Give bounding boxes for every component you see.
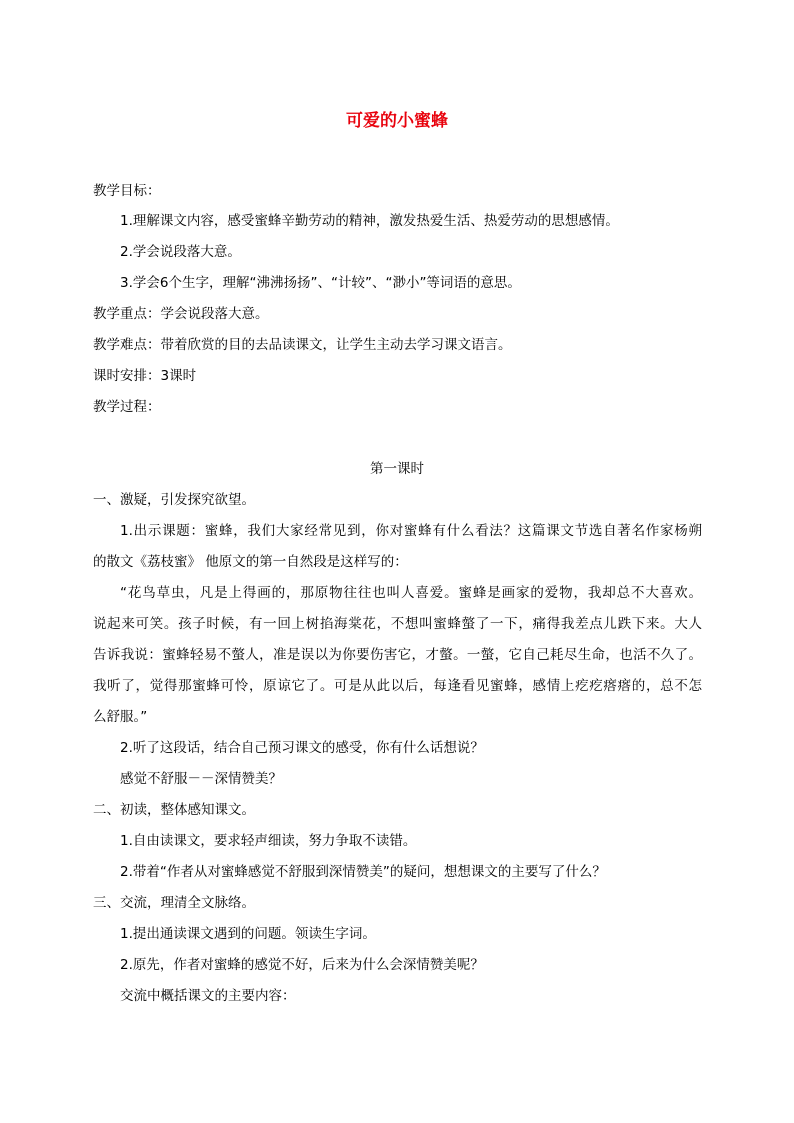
section-2-para-1: 1.自由读课文，要求轻声细读，努力争取不读错。 [120, 833, 417, 849]
section-1-heading: 一、激疑，引发探究欲望。 [93, 492, 255, 508]
goal-2: 2.学会说段落大意。 [120, 244, 241, 260]
goal-3: 3.学会6个生字，理解“沸沸扬扬”、“计较”、“渺小”等词语的意思。 [120, 275, 521, 291]
goal-1: 1.理解课文内容，感受蜜蜂辛勤劳动的精神，激发热爱生活、热爱劳动的思想感情。 [120, 213, 619, 229]
section-1-para-1-line-1: 1.出示课题：蜜蜂，我们大家经常见到，你对蜜蜂有什么看法？这篇课文节选自著名作家杨朔 [120, 523, 702, 539]
lesson-title: 第一课时 [370, 461, 424, 477]
section-1-para-3: 感觉不舒服－－深情赞美？ [120, 771, 282, 787]
section-2-heading: 二、初读，整体感知课文。 [93, 802, 255, 818]
schedule: 课时安排：3课时 [93, 368, 197, 384]
quote-line-4: 我听了，觉得那蜜蜂可怜，原谅它了。可是从此以后，每逢看见蜜蜂，感情上疙疙瘩瘩的，总不怎 [93, 678, 702, 694]
section-3-para-3: 交流中概括课文的主要内容： [120, 988, 296, 1004]
quote-line-1: “花鸟草虫，凡是上得画的，那原物往往也叫人喜爱。蜜蜂是画家的爱物，我却总不大喜欢。 [120, 585, 702, 601]
quote-line-3: 告诉我说：蜜蜂轻易不螫人，准是误以为你要伤害它，才螫。一螫，它自己耗尽生命，也活不久了。 [93, 647, 702, 663]
quote-line-2: 说起来可笑。孩子时候，有一回上树掐海棠花，不想叫蜜蜂螫了一下，痛得我差点儿跌下来。大人 [93, 616, 702, 632]
section-1-para-1-line-2: 的散文《荔枝蜜》 他原文的第一自然段是这样写的： [93, 554, 408, 570]
quote-line-5: 么舒服。” [93, 709, 148, 725]
process-heading: 教学过程： [93, 399, 161, 415]
section-2-para-2: 2.带着“作者从对蜜蜂感觉不舒服到深情赞美”的疑问，想想课文的主要写了什么？ [120, 864, 606, 880]
section-3-heading: 三、交流，理清全文脉络。 [93, 895, 255, 911]
section-1-para-2: 2.听了这段话，结合自己预习课文的感受，你有什么话想说？ [120, 740, 484, 756]
key-point: 教学重点：学会说段落大意。 [93, 306, 269, 322]
section-3-para-2: 2.原先，作者对蜜蜂的感觉不好，后来为什么会深情赞美呢？ [120, 957, 484, 973]
goals-heading: 教学目标： [93, 183, 161, 199]
difficulty: 教学难点：带着欣赏的目的去品读课文，让学生主动去学习课文语言。 [93, 337, 512, 353]
document-title: 可爱的小蜜蜂 [346, 111, 448, 131]
section-3-para-1: 1.提出通读课文遇到的问题。领读生字词。 [120, 926, 376, 942]
